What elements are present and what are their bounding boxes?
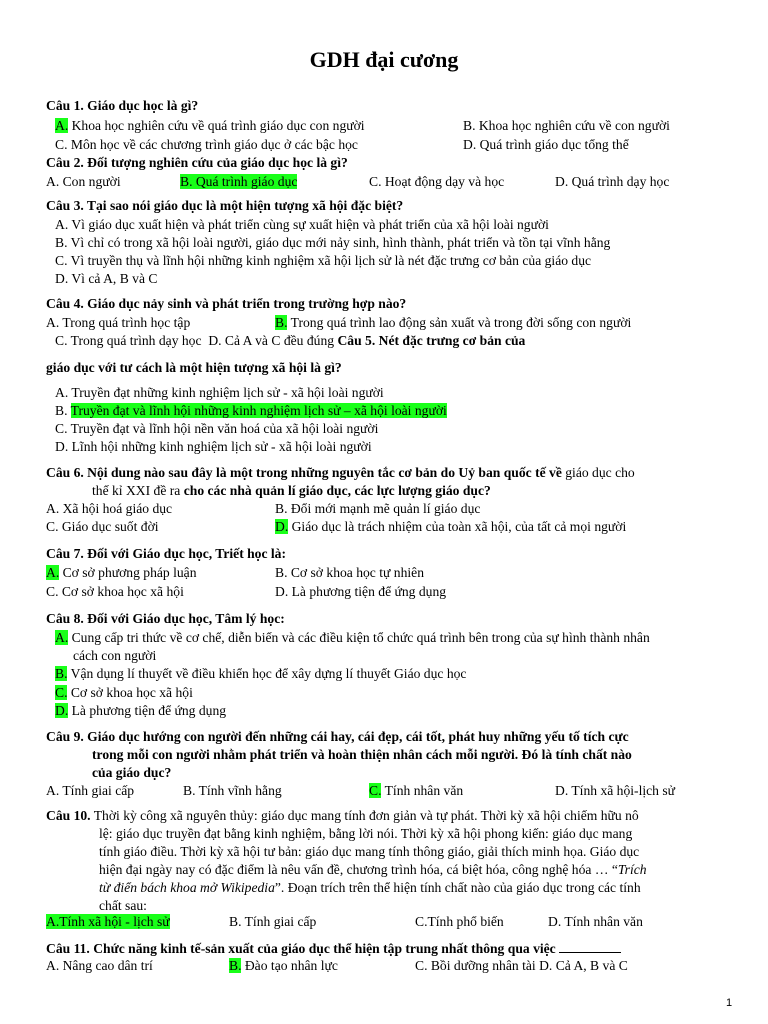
q10-option-b: B. Tính giai cấp <box>229 914 317 929</box>
answer-highlight: A. <box>46 565 60 580</box>
answer-highlight: D. <box>55 703 69 718</box>
q4-option-b: B. Trong quá trình lao động sản xuất và trong đời sống con người <box>275 315 632 330</box>
question-4: Câu 4. Giáo dục nảy sinh và phát triển trong trường hợp nào? <box>46 296 407 311</box>
q9-option-c: C. Tính nhân văn <box>369 783 464 798</box>
answer-highlight: B. <box>229 958 242 973</box>
q8-option-b: B. Vận dụng lí thuyết về điều khiển học để xây dựng lí thuyết Giáo dục học <box>55 666 467 681</box>
answer-highlight: C. <box>369 783 382 798</box>
q6-option-a: A. Xã hội hoá giáo dục <box>46 501 173 516</box>
q9-option-a: A. Tính giai cấp <box>46 783 135 798</box>
q11-option-b: B. Đào tạo nhân lực <box>229 958 338 973</box>
question-6: Câu 6. Nội dung nào sau đây là một trong những nguyên tắc cơ bản do Uỷ ban quốc tế về giáo dục cho <box>46 465 635 480</box>
q5-option-d: D. Lĩnh hội những kinh nghiệm lịch sử - xã hội loài người <box>55 439 372 454</box>
q3-option-d: D. Vì cả A, B và C <box>55 271 158 286</box>
question-1: Câu 1. Giáo dục học là gì? <box>46 98 199 113</box>
question-5: Câu 5. Nét đặc trưng cơ bản của <box>337 333 526 348</box>
q1-option-b: B. Khoa học nghiên cứu về con người <box>463 118 670 133</box>
q1-option-d: D. Quá trình giáo dục tổng thể <box>463 137 629 152</box>
answer-highlight: B. Quá trình giáo dục <box>180 174 298 189</box>
q8-option-c: C. Cơ sở khoa học xã hội <box>55 685 193 700</box>
q6-option-b: B. Đổi mới mạnh mẽ quản lí giáo dục <box>275 501 481 516</box>
question-2: Câu 2. Đối tượng nghiên cứu của giáo dục học là gì? <box>46 155 348 170</box>
question-3: Câu 3. Tại sao nói giáo dục là một hiện tượng xã hội đặc biệt? <box>46 198 404 213</box>
question-10: Câu 10. Thời kỳ công xã nguyên thủy: giáo dục mang tính đơn giản và tự phát. Thời kỳ xã hội chiếm hữu nô <box>46 808 639 823</box>
answer-blank <box>559 940 621 953</box>
answer-highlight: D. <box>275 519 289 534</box>
q10-option-c: C.Tính phổ biến <box>415 914 504 929</box>
q1-option-c: C. Môn học về các chương trình giáo dục ở các bậc học <box>55 137 358 152</box>
question-8: Câu 8. Đối với Giáo dục học, Tâm lý học: <box>46 611 285 626</box>
q10-option-a <box>46 914 170 930</box>
q3-option-a: A. Vì giáo dục xuất hiện và phát triển cùng sự xuất hiện và phát triển của xã hội loài người <box>55 217 549 232</box>
q1-option-a: A. Khoa học nghiên cứu về quá trình giáo dục con người <box>55 118 365 133</box>
question-10-line-2: lệ: giáo dục truyền đạt bằng kinh nghiệm, bằng lời nói. Thời kỳ xã hội phong kiến: giáo dục mang <box>99 826 633 841</box>
answer-highlight: A. <box>55 118 69 133</box>
q3-option-b: B. Vì chỉ có trong xã hội loài người, giáo dục mới nảy sinh, hình thành, phát triển và tồn tại vĩnh hằng <box>55 235 611 250</box>
question-10-line-5: từ điển bách khoa mở Wikipedia”. Đoạn trích trên thể hiện tính chất nào của giáo dục trong các tính <box>99 880 641 895</box>
q6-option-c: C. Giáo dục suốt đời <box>46 519 159 534</box>
question-10-line-4: hiện đại ngày nay có đặc điểm là nêu vấn đề, chương trình hóa, cá biệt hóa, công nghệ hóa … “Trích <box>99 862 647 877</box>
answer-highlight: B. <box>55 666 68 681</box>
question-9-cont: trong mỗi con người nhằm phát triển và hoàn thiện nhân cách mỗi người. Đó là tính chất nào <box>92 747 632 762</box>
q2-option-d: D. Quá trình dạy học <box>555 174 670 189</box>
q5-option-b: B. Truyền đạt và lĩnh hội những kinh nghiệm lịch sử – xã hội loài người <box>55 403 447 418</box>
answer-highlight: C. <box>55 685 68 700</box>
q9-option-d: D. Tính xã hội-lịch sử <box>555 783 676 798</box>
q3-option-c: C. Vì truyền thụ và lĩnh hội những kinh nghiệm xã hội lịch sử là nét đặc trưng cơ bản của giáo dục <box>55 253 592 268</box>
q8-option-d: D. Là phương tiện để ứng dụng <box>55 703 227 718</box>
q5-option-c: C. Truyền đạt và lĩnh hội nền văn hoá của xã hội loài người <box>55 421 379 436</box>
q9-option-b: B. Tính vĩnh hằng <box>183 783 282 798</box>
answer-highlight: B. <box>275 315 288 330</box>
page-title: GDH đại cương <box>309 47 459 72</box>
q4-option-c-d: C. Trong quá trình dạy học D. Cả A và C đều đúng Câu 5. Nét đặc trưng cơ bản của <box>55 333 526 348</box>
q7-option-a: A. Cơ sở phương pháp luận <box>46 565 197 580</box>
question-9: Câu 9. Giáo dục hướng con người đến những cái hay, cái đẹp, cái tốt, phát huy những yếu tố tích cực <box>46 729 629 744</box>
q6-option-d: D. Giáo dục là trách nhiệm của toàn xã hội, của tất cả mọi người <box>275 519 627 534</box>
answer-highlight: A.Tính xã hội - lịch sử <box>46 914 170 929</box>
question-7: Câu 7. Đối với Giáo dục học, Triết học là: <box>46 546 287 561</box>
q7-option-c: C. Cơ sở khoa học xã hội <box>46 584 184 599</box>
question-10-line-3: tính giáo điều. Thời kỳ xã hội tư bản: giáo dục mang tính thông giáo, giải thích minh họa. Giáo dục <box>99 844 640 859</box>
q5-option-a: A. Truyền đạt những kinh nghiệm lịch sử - xã hội loài người <box>55 385 384 400</box>
q10-option-d: D. Tính nhân văn <box>548 914 643 929</box>
question-6-cont: thế kỉ XXI đề ra cho các nhà quản lí giáo dục, các lực lượng giáo dục? <box>92 483 491 498</box>
q11-option-a: A. Nâng cao dân trí <box>46 958 153 973</box>
question-11: Câu 11. Chức năng kinh tế-sản xuất của giáo dục thể hiện tập trung nhất thông qua việc <box>46 940 621 957</box>
page-number: 1 <box>726 997 733 1009</box>
question-5-cont: giáo dục với tư cách là một hiện tượng xã hội là gì? <box>46 360 342 375</box>
q4-option-a: A. Trong quá trình học tập <box>46 315 191 330</box>
answer-highlight: A. <box>55 630 69 645</box>
q7-option-b: B. Cơ sở khoa học tự nhiên <box>275 565 424 580</box>
q7-option-d: D. Là phương tiện để ứng dụng <box>275 584 447 599</box>
q11-option-c-d: C. Bồi dưỡng nhân tài D. Cả A, B và C <box>415 958 628 973</box>
q2-option-c: C. Hoạt động dạy và học <box>369 174 505 189</box>
question-9-cont2: của giáo dục? <box>92 765 172 780</box>
q8-option-a: A. Cung cấp tri thức về cơ chế, diễn biến và các điều kiện tổ chức quá trình bên trong của sự hình thành nhân <box>55 630 650 645</box>
q2-option-b <box>180 174 297 190</box>
q2-option-a: A. Con người <box>46 174 121 189</box>
q8-option-a-cont: cách con người <box>73 648 157 663</box>
question-10-line-6: chất sau: <box>99 898 147 913</box>
answer-highlight: Truyền đạt và lĩnh hội những kinh nghiệm lịch sử – xã hội loài người <box>70 403 447 418</box>
